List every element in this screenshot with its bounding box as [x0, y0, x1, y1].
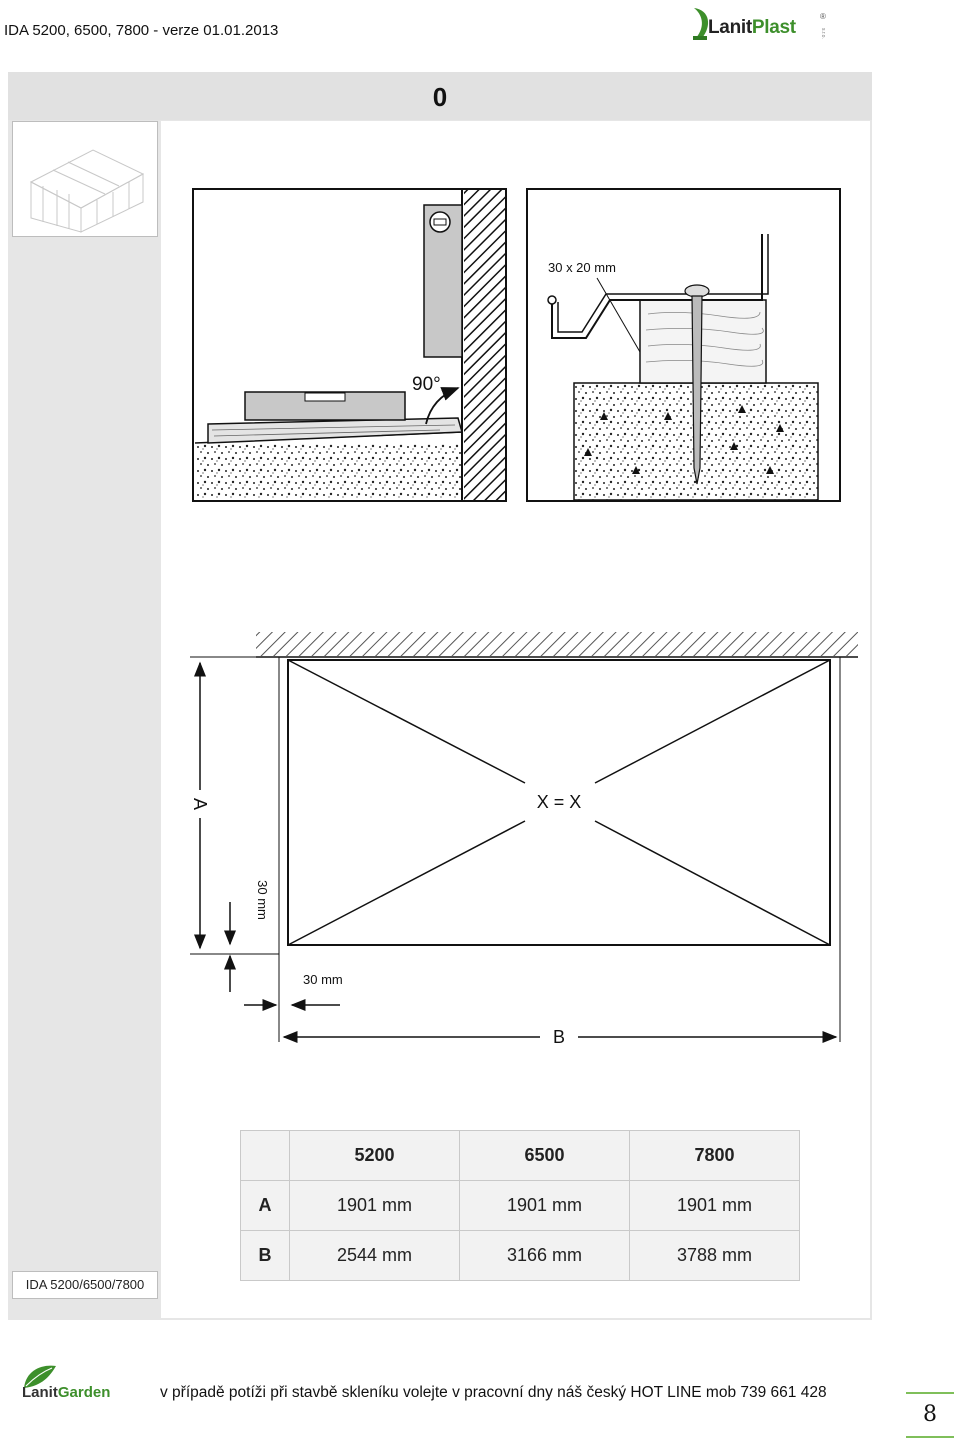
step-number: 0 [432, 82, 448, 112]
diagonal-label: X = X [536, 792, 582, 812]
table-cell: 2544 mm [290, 1231, 460, 1281]
table-header-cell: 7800 [630, 1131, 800, 1181]
table-row [241, 1231, 800, 1281]
table-cell: 1901 mm [630, 1181, 800, 1231]
row-label: B [241, 1231, 290, 1281]
level-check-drawing [193, 189, 506, 501]
anchor-stake-drawing [527, 189, 840, 501]
brand-registered: ® [820, 12, 826, 21]
lanitgarden-logo [14, 1362, 114, 1406]
table-header-cell: 6500 [460, 1131, 630, 1181]
table-cell: 3788 mm [630, 1231, 800, 1281]
hotline-text: v případě potíži při stavbě skleníku volejte v pracovní dny náš český HOT LINE mob 739 661 428 [160, 1384, 827, 1401]
offset-horizontal-label: 30 mm [303, 972, 343, 987]
table-row [241, 1181, 800, 1231]
ground-soil [195, 443, 462, 499]
offset-vertical-label: 30 mm [255, 880, 270, 920]
row-label: A [241, 1181, 290, 1231]
page-number: 8 [906, 1392, 954, 1438]
brand-name: LanitPlast [708, 17, 796, 38]
table-header-row [241, 1131, 800, 1181]
brand-small: s.r.o. [820, 28, 826, 39]
beam-size-label: 30 x 20 mm [548, 260, 616, 275]
table-corner [241, 1131, 290, 1181]
plan-view-drawing [190, 632, 858, 1042]
document-title: IDA 5200, 6500, 7800 - verze 01.01.2013 [4, 22, 279, 39]
wall-hatch [464, 189, 506, 501]
angle-label: 90° [412, 374, 441, 395]
wooden-post [640, 300, 766, 383]
side-b-label: B [552, 1027, 566, 1047]
table-cell: 1901 mm [290, 1181, 460, 1231]
dimensions-table [240, 1130, 800, 1281]
anchor-stake [692, 296, 702, 484]
side-a-label: A [190, 797, 210, 811]
wall-hatch-plan [256, 632, 858, 656]
model-label: IDA 5200/6500/7800 [12, 1271, 158, 1299]
footer-brand: LanitGarden [22, 1384, 111, 1401]
table-header-cell: 5200 [290, 1131, 460, 1181]
table-cell: 1901 mm [460, 1181, 630, 1231]
table-cell: 3166 mm [460, 1231, 630, 1281]
